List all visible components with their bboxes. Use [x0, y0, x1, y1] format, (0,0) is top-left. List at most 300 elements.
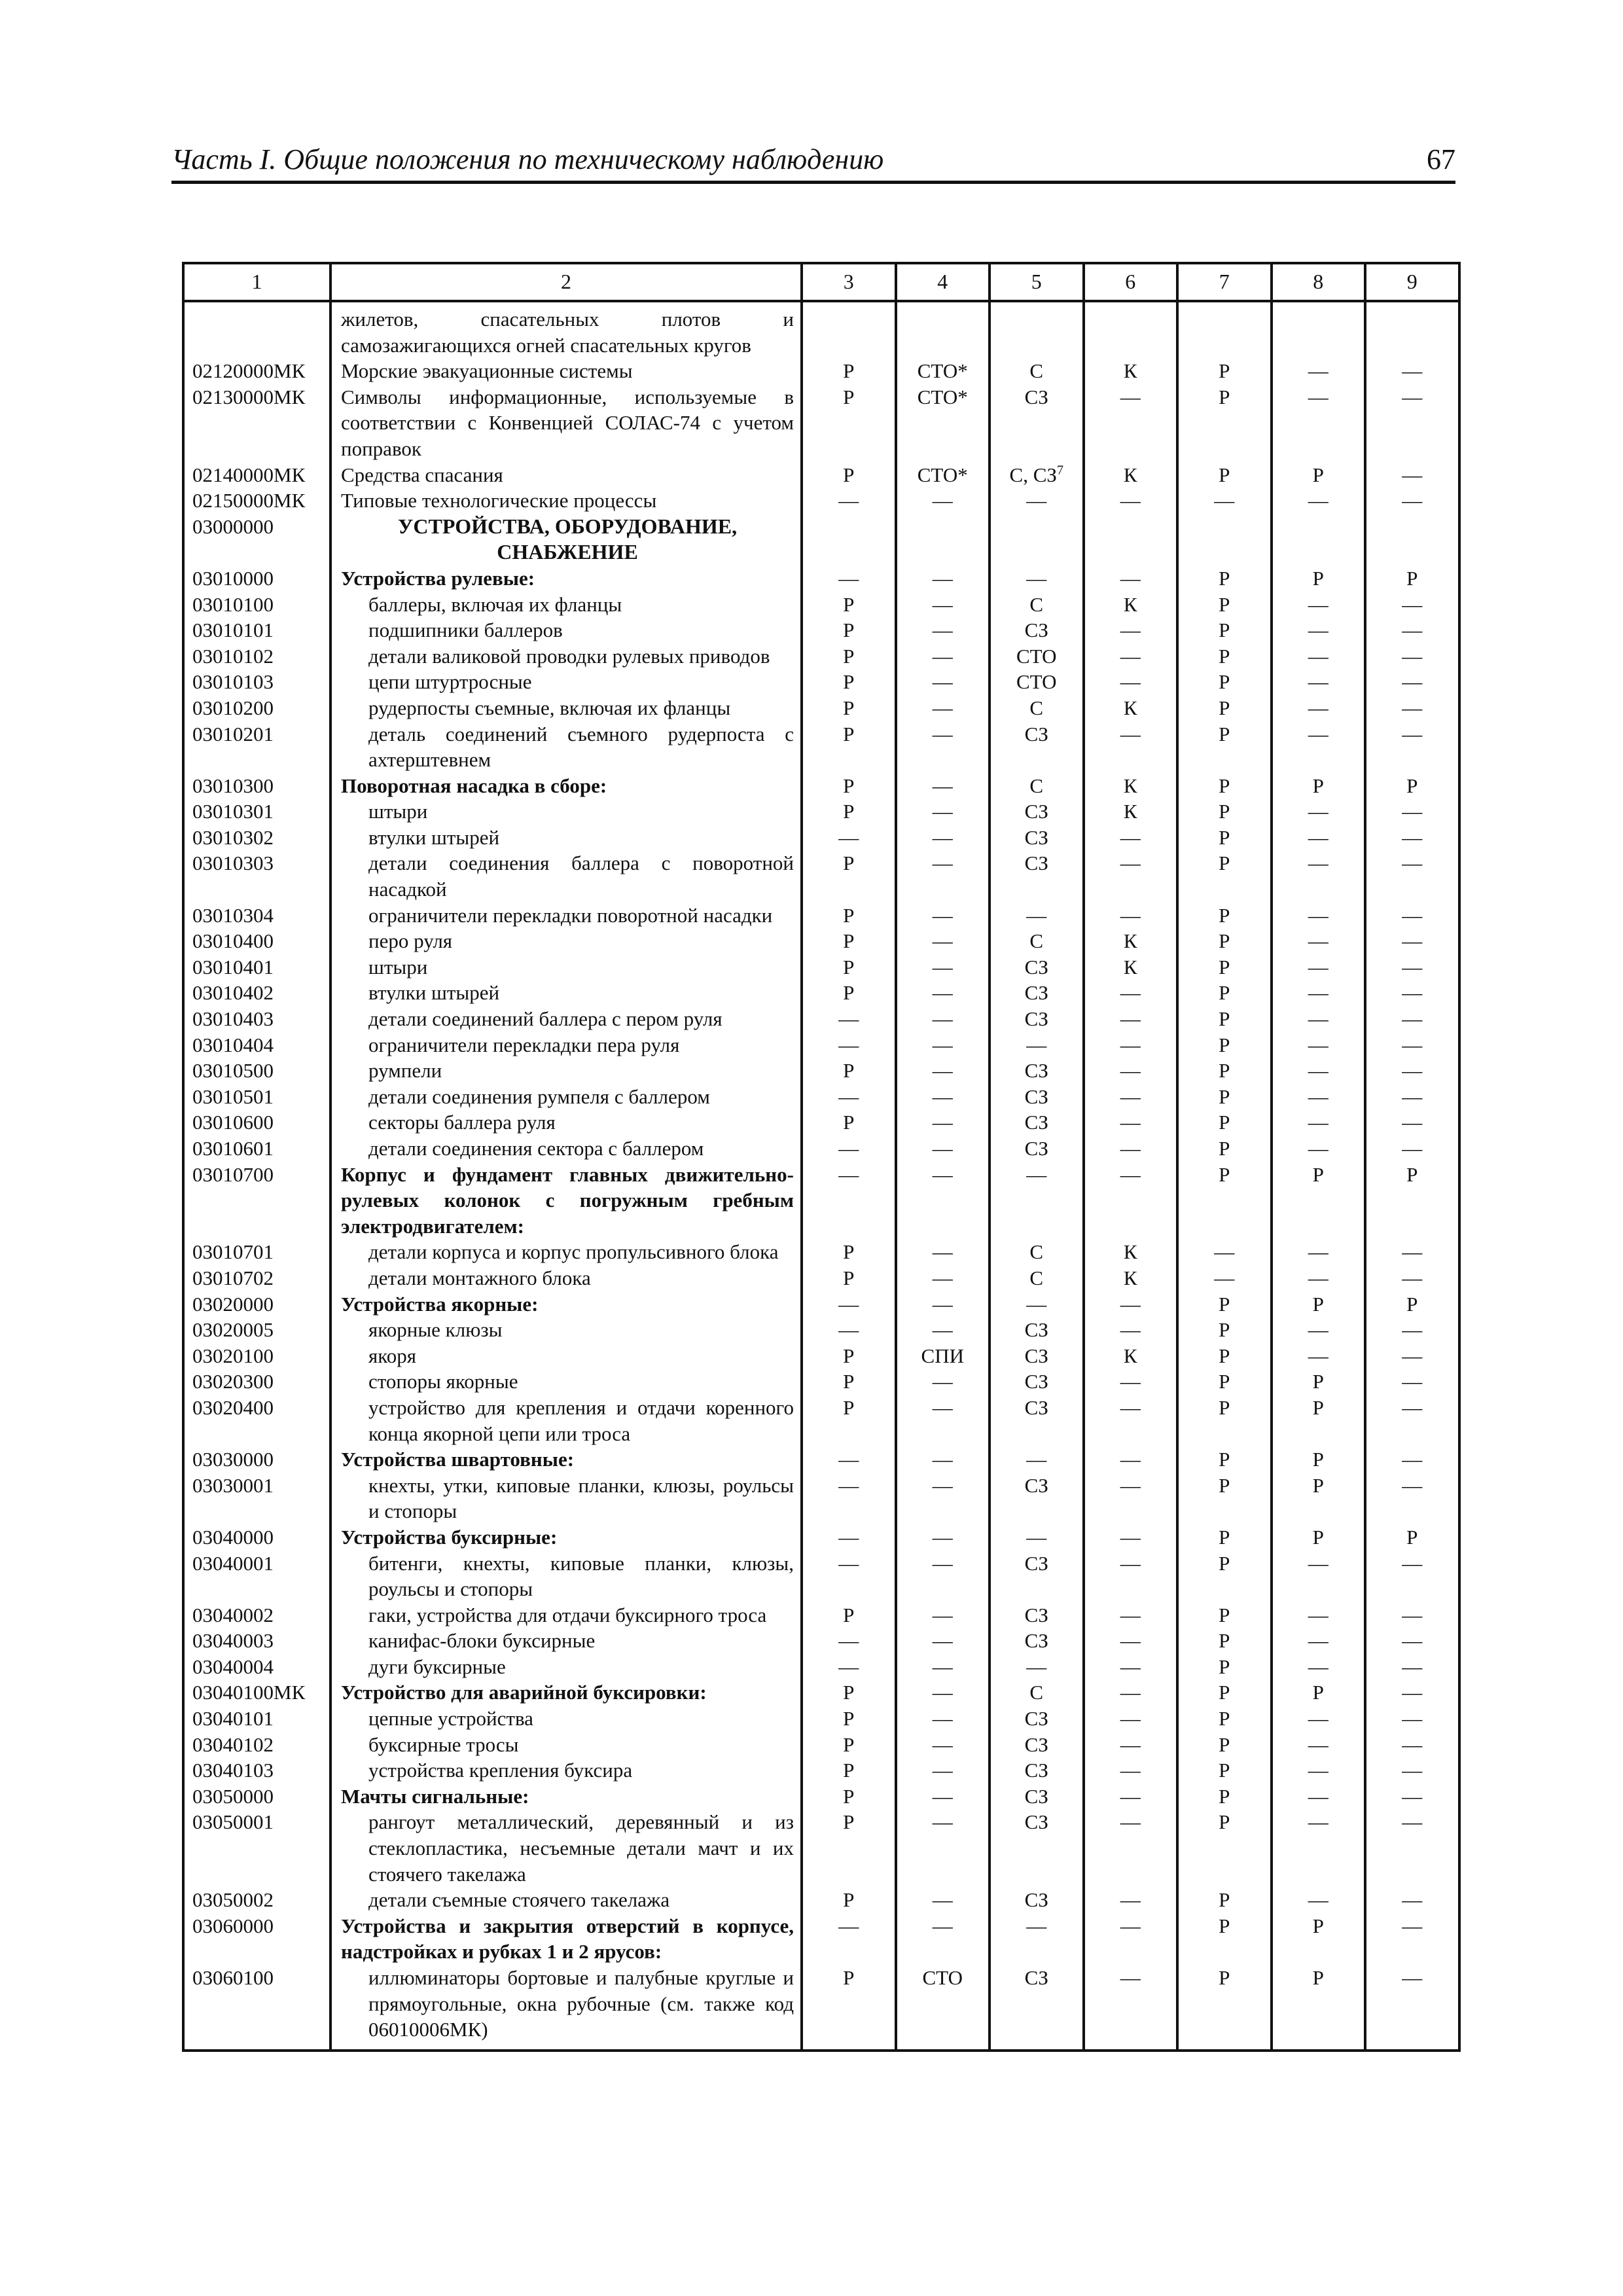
- mark-col-7: Р: [1177, 1032, 1272, 1058]
- mark-col-9: Р: [1365, 1524, 1459, 1551]
- mark-col-4: —: [896, 1654, 990, 1680]
- table-row: [183, 1084, 1459, 1110]
- item-code: 03050001: [183, 1809, 330, 1887]
- mark-col-4: —: [896, 1809, 990, 1887]
- mark-col-8: —: [1272, 1809, 1366, 1887]
- mark-col-4: —: [896, 1058, 990, 1084]
- mark-col-8: Р: [1272, 1395, 1366, 1446]
- mark-col-3: Р: [802, 954, 896, 980]
- item-code: 03040003: [183, 1628, 330, 1654]
- item-description: ограничители перекладки поворотной насадки: [330, 903, 802, 929]
- mark-col-8: —: [1272, 1706, 1366, 1732]
- mark-col-7: Р: [1177, 954, 1272, 980]
- mark-col-9: —: [1365, 954, 1459, 980]
- item-code: 03010601: [183, 1136, 330, 1162]
- mark-col-9: —: [1365, 643, 1459, 670]
- mark-col-5: —: [990, 488, 1084, 514]
- mark-col-3: —: [802, 565, 896, 592]
- mark-col-3: Р: [802, 1679, 896, 1706]
- item-code: 03030001: [183, 1473, 330, 1524]
- mark-col-5: —: [990, 1913, 1084, 1965]
- mark-col-9: —: [1365, 669, 1459, 695]
- mark-col-7: Р: [1177, 643, 1272, 670]
- mark-col-6: —: [1084, 1757, 1178, 1784]
- mark-col-4: —: [896, 773, 990, 799]
- item-code: 03040102: [183, 1732, 330, 1758]
- mark-col-3: —: [802, 1654, 896, 1680]
- item-code: 03010402: [183, 980, 330, 1006]
- table-row: [183, 1162, 1459, 1240]
- mark-col-3: [802, 514, 896, 565]
- mark-col-9: —: [1365, 488, 1459, 514]
- mark-col-5: С: [990, 695, 1084, 721]
- mark-col-3: Р: [802, 980, 896, 1006]
- mark-col-4: —: [896, 1162, 990, 1240]
- mark-col-8: —: [1272, 980, 1366, 1006]
- table-row: [183, 721, 1459, 773]
- table-row: [183, 1809, 1459, 1887]
- mark-col-4: —: [896, 1446, 990, 1473]
- mark-col-6: —: [1084, 1109, 1178, 1136]
- mark-col-9: [1365, 514, 1459, 565]
- mark-col-5: СЗ: [990, 1006, 1084, 1032]
- table-row: [183, 1602, 1459, 1628]
- mark-col-6: К: [1084, 592, 1178, 618]
- mark-col-9: Р: [1365, 1291, 1459, 1318]
- mark-col-9: —: [1365, 1395, 1459, 1446]
- item-description: битенги, кнехты, киповые планки, клюзы, роульсы и стопоры: [330, 1551, 802, 1602]
- mark-col-5: СЗ: [990, 617, 1084, 643]
- mark-col-9: —: [1365, 1913, 1459, 1965]
- mark-col-5: СЗ: [990, 1058, 1084, 1084]
- mark-col-4: —: [896, 798, 990, 825]
- table-row: [183, 1965, 1459, 2051]
- mark-col-9: —: [1365, 1551, 1459, 1602]
- mark-col-5: С: [990, 773, 1084, 799]
- mark-col-4: —: [896, 592, 990, 618]
- mark-col-9: —: [1365, 592, 1459, 618]
- mark-col-9: —: [1365, 1446, 1459, 1473]
- mark-col-7: Р: [1177, 850, 1272, 902]
- mark-col-7: Р: [1177, 565, 1272, 592]
- mark-col-7: Р: [1177, 928, 1272, 954]
- mark-col-6: —: [1084, 1006, 1178, 1032]
- table-row: [183, 1058, 1459, 1084]
- mark-col-6: [1084, 301, 1178, 358]
- item-description: Устройство для аварийной буксировки:: [330, 1679, 802, 1706]
- mark-col-6: —: [1084, 1058, 1178, 1084]
- item-code: 03020000: [183, 1291, 330, 1318]
- table-row: [183, 903, 1459, 929]
- mark-col-4: —: [896, 1628, 990, 1654]
- mark-col-8: —: [1272, 928, 1366, 954]
- table-row: [183, 1654, 1459, 1680]
- mark-col-8: Р: [1272, 565, 1366, 592]
- mark-col-9: —: [1365, 903, 1459, 929]
- col-header-4: 4: [896, 263, 990, 301]
- col-header-1: 1: [183, 263, 330, 301]
- mark-col-9: —: [1365, 1784, 1459, 1810]
- mark-col-9: —: [1365, 1965, 1459, 2051]
- mark-col-3: —: [802, 1136, 896, 1162]
- mark-col-5: СЗ: [990, 721, 1084, 773]
- mark-col-3: Р: [802, 695, 896, 721]
- mark-col-7: Р: [1177, 1551, 1272, 1602]
- table-row: [183, 798, 1459, 825]
- table-row: [183, 1473, 1459, 1524]
- mark-col-4: —: [896, 1887, 990, 1913]
- mark-col-3: —: [802, 1524, 896, 1551]
- mark-col-6: —: [1084, 1551, 1178, 1602]
- mark-col-8: Р: [1272, 1446, 1366, 1473]
- item-code: 03040002: [183, 1602, 330, 1628]
- mark-col-3: Р: [802, 1239, 896, 1265]
- mark-col-8: —: [1272, 1732, 1366, 1758]
- table-row: [183, 384, 1459, 462]
- item-description: якоря: [330, 1343, 802, 1369]
- mark-col-8: —: [1272, 1084, 1366, 1110]
- mark-col-9: —: [1365, 1757, 1459, 1784]
- table-row: [183, 1732, 1459, 1758]
- mark-col-7: Р: [1177, 1757, 1272, 1784]
- page-number: 67: [1427, 143, 1455, 175]
- mark-col-9: Р: [1365, 565, 1459, 592]
- table-row: [183, 358, 1459, 384]
- mark-col-8: —: [1272, 617, 1366, 643]
- item-code: 03010000: [183, 565, 330, 592]
- mark-col-9: —: [1365, 721, 1459, 773]
- item-description: буксирные тросы: [330, 1732, 802, 1758]
- mark-col-6: —: [1084, 1291, 1178, 1318]
- mark-col-6: —: [1084, 1679, 1178, 1706]
- mark-col-5: СЗ: [990, 1551, 1084, 1602]
- mark-col-3: —: [802, 1162, 896, 1240]
- item-description: детали валиковой проводки рулевых приводов: [330, 643, 802, 670]
- mark-col-7: Р: [1177, 1006, 1272, 1032]
- mark-col-7: Р: [1177, 358, 1272, 384]
- mark-col-6: —: [1084, 980, 1178, 1006]
- mark-col-5: —: [990, 1162, 1084, 1240]
- mark-col-8: —: [1272, 384, 1366, 462]
- mark-col-8: —: [1272, 1032, 1366, 1058]
- mark-col-7: Р: [1177, 1887, 1272, 1913]
- mark-col-7: Р: [1177, 1058, 1272, 1084]
- mark-col-9: —: [1365, 1602, 1459, 1628]
- mark-col-6: К: [1084, 1343, 1178, 1369]
- item-description: Морские эвакуационные системы: [330, 358, 802, 384]
- mark-col-3: Р: [802, 903, 896, 929]
- mark-col-9: —: [1365, 1679, 1459, 1706]
- mark-col-8: —: [1272, 1343, 1366, 1369]
- mark-col-7: Р: [1177, 1136, 1272, 1162]
- mark-col-4: —: [896, 1706, 990, 1732]
- mark-col-7: Р: [1177, 1628, 1272, 1654]
- mark-col-7: Р: [1177, 1343, 1272, 1369]
- item-description: жилетов, спасательных плотов и самозажигающихся огней спасательных кругов: [330, 301, 802, 358]
- mark-col-3: Р: [802, 1343, 896, 1369]
- mark-col-5: СЗ: [990, 1084, 1084, 1110]
- mark-col-3: Р: [802, 1732, 896, 1758]
- mark-col-5: —: [990, 903, 1084, 929]
- column-number-row: [183, 263, 1459, 301]
- mark-col-4: —: [896, 1551, 990, 1602]
- item-description: Устройства якорные:: [330, 1291, 802, 1318]
- mark-col-3: Р: [802, 643, 896, 670]
- item-code: 03010101: [183, 617, 330, 643]
- mark-col-8: —: [1272, 825, 1366, 851]
- mark-col-6: К: [1084, 798, 1178, 825]
- item-description: дуги буксирные: [330, 1654, 802, 1680]
- mark-col-7: Р: [1177, 825, 1272, 851]
- mark-col-9: [1365, 301, 1459, 358]
- table-row: [183, 1446, 1459, 1473]
- item-code: 03030000: [183, 1446, 330, 1473]
- item-description: Устройства и закрытия отверстий в корпусе, надстройках и рубках 1 и 2 ярусов:: [330, 1913, 802, 1965]
- table-row: [183, 773, 1459, 799]
- mark-col-5: СЗ: [990, 1317, 1084, 1343]
- mark-col-8: —: [1272, 798, 1366, 825]
- item-description: стопоры якорные: [330, 1369, 802, 1395]
- item-code: 03010304: [183, 903, 330, 929]
- mark-col-8: —: [1272, 1317, 1366, 1343]
- mark-col-8: Р: [1272, 1162, 1366, 1240]
- mark-col-4: —: [896, 695, 990, 721]
- mark-col-7: —: [1177, 1265, 1272, 1291]
- mark-col-5: СЗ: [990, 1965, 1084, 2051]
- mark-col-3: —: [802, 1913, 896, 1965]
- mark-col-9: —: [1365, 358, 1459, 384]
- mark-col-3: —: [802, 1317, 896, 1343]
- item-description: рангоут металлический, деревянный и из стеклопластика, несъемные детали мачт и их стоячего такелажа: [330, 1809, 802, 1887]
- mark-col-3: Р: [802, 1109, 896, 1136]
- mark-col-9: —: [1365, 1706, 1459, 1732]
- mark-col-7: Р: [1177, 1809, 1272, 1887]
- table-row: [183, 1551, 1459, 1602]
- mark-col-5: С: [990, 1265, 1084, 1291]
- mark-col-8: —: [1272, 1784, 1366, 1810]
- mark-col-4: —: [896, 488, 990, 514]
- mark-col-3: Р: [802, 1809, 896, 1887]
- mark-col-6: К: [1084, 462, 1178, 488]
- table-row: [183, 565, 1459, 592]
- table-row: [183, 1343, 1459, 1369]
- mark-col-8: —: [1272, 695, 1366, 721]
- item-description: канифас-блоки буксирные: [330, 1628, 802, 1654]
- mark-col-6: —: [1084, 1784, 1178, 1810]
- mark-col-6: —: [1084, 1809, 1178, 1887]
- col-header-9: 9: [1365, 263, 1459, 301]
- mark-col-4: —: [896, 617, 990, 643]
- mark-col-8: —: [1272, 1239, 1366, 1265]
- mark-col-5: СЗ: [990, 1706, 1084, 1732]
- table-row: [183, 1006, 1459, 1032]
- table-row: [183, 980, 1459, 1006]
- running-title: Часть I. Общие положения по техническому наблюдению: [171, 143, 884, 175]
- mark-col-5: СЗ: [990, 1757, 1084, 1784]
- mark-col-6: —: [1084, 903, 1178, 929]
- mark-col-7: Р: [1177, 1317, 1272, 1343]
- mark-col-6: —: [1084, 384, 1178, 462]
- mark-col-7: Р: [1177, 462, 1272, 488]
- col-header-8: 8: [1272, 263, 1366, 301]
- item-code: 03040000: [183, 1524, 330, 1551]
- table-row: [183, 669, 1459, 695]
- mark-col-6: —: [1084, 565, 1178, 592]
- mark-col-7: Р: [1177, 1446, 1272, 1473]
- table-row: [183, 1369, 1459, 1395]
- mark-col-4: —: [896, 1757, 990, 1784]
- item-description: цепи штуртросные: [330, 669, 802, 695]
- mark-col-8: Р: [1272, 1679, 1366, 1706]
- mark-col-3: Р: [802, 462, 896, 488]
- mark-col-5: С: [990, 592, 1084, 618]
- item-code: 03040101: [183, 1706, 330, 1732]
- mark-col-8: —: [1272, 1887, 1366, 1913]
- table-row: [183, 1706, 1459, 1732]
- item-description: детали соединения румпеля с баллером: [330, 1084, 802, 1110]
- mark-col-7: Р: [1177, 1395, 1272, 1446]
- item-code: 03010103: [183, 669, 330, 695]
- mark-col-7: Р: [1177, 1473, 1272, 1524]
- item-description: Устройства швартовные:: [330, 1446, 802, 1473]
- table-row: [183, 1291, 1459, 1318]
- item-description: устройство для крепления и отдачи коренного конца якорной цепи или троса: [330, 1395, 802, 1446]
- mark-col-6: —: [1084, 1732, 1178, 1758]
- item-description: Символы информационные, используемые в соответствии с Конвенцией СОЛАС-74 с учетом поправок: [330, 384, 802, 462]
- mark-col-4: —: [896, 1473, 990, 1524]
- mark-col-6: —: [1084, 488, 1178, 514]
- item-code: 03040103: [183, 1757, 330, 1784]
- mark-col-3: —: [802, 1551, 896, 1602]
- table-row: [183, 462, 1459, 488]
- mark-col-8: —: [1272, 1265, 1366, 1291]
- mark-col-6: —: [1084, 1395, 1178, 1446]
- mark-col-6: —: [1084, 721, 1178, 773]
- mark-col-8: Р: [1272, 1524, 1366, 1551]
- mark-col-4: —: [896, 1109, 990, 1136]
- item-description: рудерпосты съемные, включая их фланцы: [330, 695, 802, 721]
- item-description: перо руля: [330, 928, 802, 954]
- table-row: [183, 1032, 1459, 1058]
- item-code: 03010302: [183, 825, 330, 851]
- mark-col-3: Р: [802, 1784, 896, 1810]
- mark-col-6: —: [1084, 1317, 1178, 1343]
- item-description: Устройства рулевые:: [330, 565, 802, 592]
- item-code: 03040100МК: [183, 1679, 330, 1706]
- mark-col-6: —: [1084, 1887, 1178, 1913]
- item-code: 03010404: [183, 1032, 330, 1058]
- mark-col-6: —: [1084, 1706, 1178, 1732]
- item-code: 03010403: [183, 1006, 330, 1032]
- table-row: [183, 1109, 1459, 1136]
- mark-col-9: —: [1365, 1136, 1459, 1162]
- mark-col-8: Р: [1272, 1291, 1366, 1318]
- mark-col-8: —: [1272, 1136, 1366, 1162]
- mark-col-3: —: [802, 1032, 896, 1058]
- mark-col-9: —: [1365, 1006, 1459, 1032]
- mark-col-3: —: [802, 488, 896, 514]
- mark-col-4: —: [896, 1265, 990, 1291]
- mark-col-8: —: [1272, 1654, 1366, 1680]
- mark-col-6: —: [1084, 1473, 1178, 1524]
- mark-col-4: —: [896, 1239, 990, 1265]
- item-code: 03050002: [183, 1887, 330, 1913]
- item-code: 03010701: [183, 1239, 330, 1265]
- mark-col-8: Р: [1272, 773, 1366, 799]
- mark-col-5: СЗ: [990, 980, 1084, 1006]
- mark-col-7: Р: [1177, 592, 1272, 618]
- mark-col-4: —: [896, 850, 990, 902]
- nomenclature-table: [182, 262, 1461, 2052]
- item-code: 03010201: [183, 721, 330, 773]
- mark-col-6: —: [1084, 1084, 1178, 1110]
- mark-col-5: СЗ: [990, 1809, 1084, 1887]
- table-row: [183, 1628, 1459, 1654]
- mark-col-3: Р: [802, 798, 896, 825]
- mark-col-6: [1084, 514, 1178, 565]
- footnote-ref: 7: [1056, 463, 1063, 478]
- mark-col-7: Р: [1177, 1706, 1272, 1732]
- mark-col-4: —: [896, 1524, 990, 1551]
- mark-col-9: Р: [1365, 773, 1459, 799]
- mark-col-8: Р: [1272, 462, 1366, 488]
- item-description: иллюминаторы бортовые и палубные круглые и прямоугольные, окна рубочные (см. также код 06010006МК): [330, 1965, 802, 2051]
- item-code: 03060000: [183, 1913, 330, 1965]
- table-row: [183, 1679, 1459, 1706]
- mark-col-4: —: [896, 954, 990, 980]
- mark-col-6: К: [1084, 928, 1178, 954]
- mark-col-5: СЗ: [990, 1395, 1084, 1446]
- item-description: штыри: [330, 954, 802, 980]
- mark-col-4: —: [896, 1006, 990, 1032]
- item-code: 03020005: [183, 1317, 330, 1343]
- mark-col-4: —: [896, 1369, 990, 1395]
- item-description: баллеры, включая их фланцы: [330, 592, 802, 618]
- mark-col-9: —: [1365, 1343, 1459, 1369]
- mark-col-8: —: [1272, 850, 1366, 902]
- mark-col-8: —: [1272, 721, 1366, 773]
- mark-col-4: —: [896, 1317, 990, 1343]
- mark-col-5: СЗ: [990, 798, 1084, 825]
- mark-col-8: —: [1272, 643, 1366, 670]
- mark-col-3: Р: [802, 669, 896, 695]
- mark-col-7: Р: [1177, 798, 1272, 825]
- mark-col-3: Р: [802, 1602, 896, 1628]
- item-description: Средства спасания: [330, 462, 802, 488]
- item-description: детали монтажного блока: [330, 1265, 802, 1291]
- mark-col-3: Р: [802, 384, 896, 462]
- mark-col-9: —: [1365, 384, 1459, 462]
- mark-col-6: —: [1084, 669, 1178, 695]
- table-body: [183, 301, 1459, 2051]
- mark-col-7: Р: [1177, 1654, 1272, 1680]
- mark-col-4: —: [896, 669, 990, 695]
- item-code: 03050000: [183, 1784, 330, 1810]
- mark-col-3: Р: [802, 358, 896, 384]
- mark-text: С, СЗ: [1009, 463, 1057, 486]
- mark-col-4: —: [896, 1084, 990, 1110]
- mark-col-5: СЗ: [990, 825, 1084, 851]
- mark-col-6: —: [1084, 1602, 1178, 1628]
- mark-col-3: —: [802, 825, 896, 851]
- mark-col-6: К: [1084, 695, 1178, 721]
- mark-col-4: СТО*: [896, 358, 990, 384]
- mark-col-8: —: [1272, 592, 1366, 618]
- mark-col-6: К: [1084, 1239, 1178, 1265]
- mark-col-7: Р: [1177, 1162, 1272, 1240]
- col-header-6: 6: [1084, 263, 1178, 301]
- item-code: 03060100: [183, 1965, 330, 2051]
